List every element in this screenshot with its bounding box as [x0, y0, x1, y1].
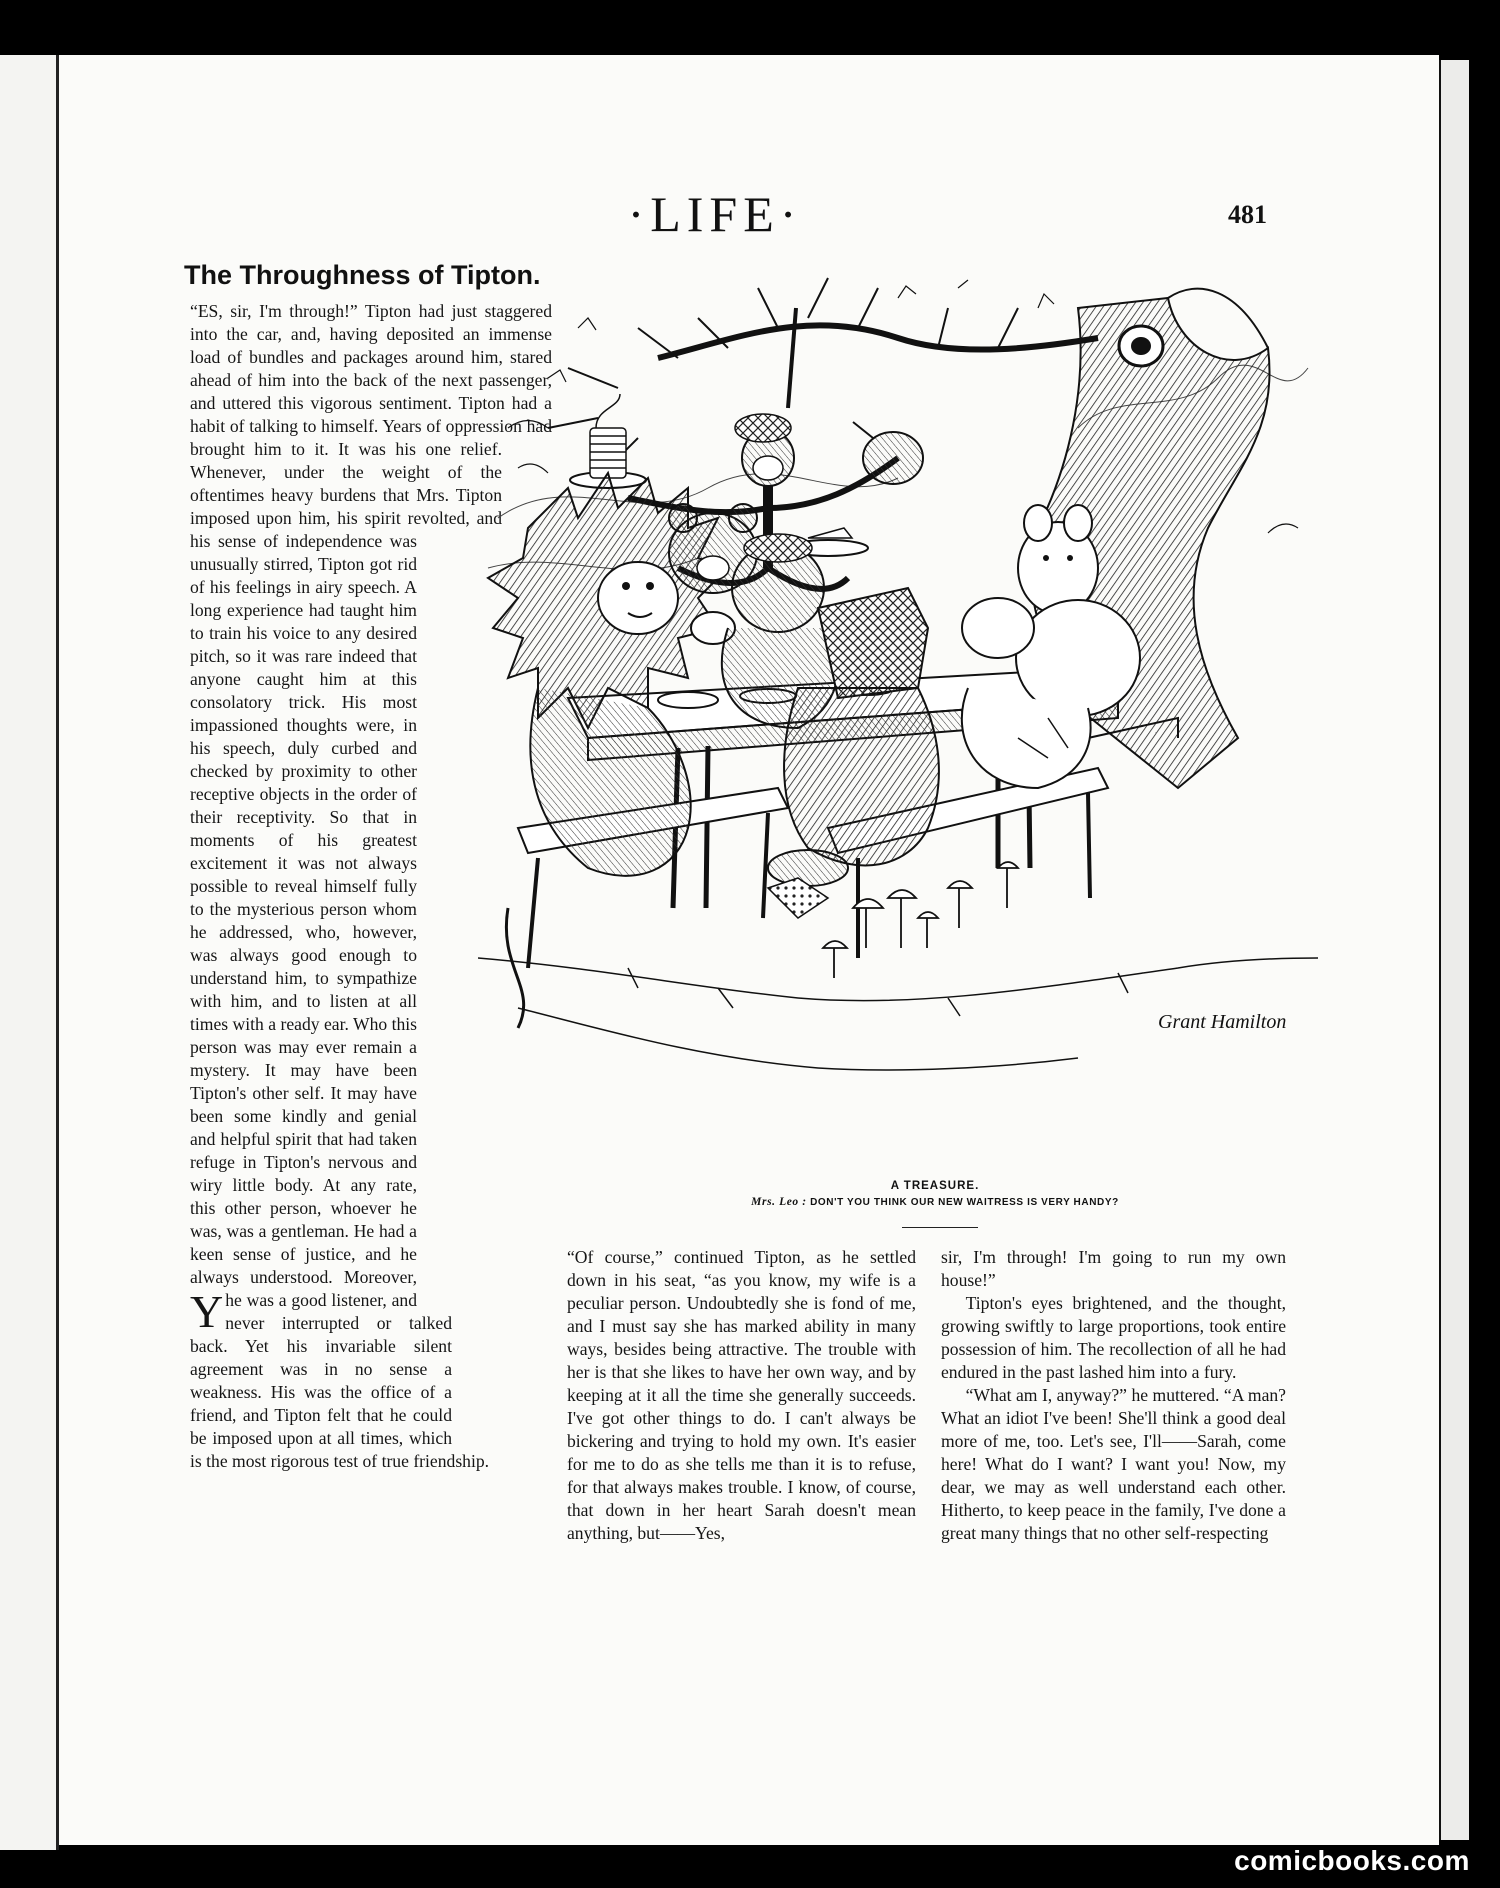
caption-divider	[902, 1227, 978, 1228]
ground	[478, 862, 1318, 1070]
page-number: 481	[1228, 200, 1267, 229]
article-column-3	[941, 1246, 1286, 1545]
caption-title: A TREASURE.	[890, 1180, 980, 1192]
cartoon-illustration	[478, 268, 1318, 1148]
caption-line	[650, 1196, 1220, 1208]
stack-of-plates	[590, 394, 626, 478]
kettle	[853, 422, 923, 484]
column-3-paragraph-2: Tipton's eyes brightened, and the thought, growing swiftly to large proportions, took entire possession of him. The recollection of all he had endured in the past lashed him into a fury.	[941, 1293, 1286, 1382]
opening-quote: “	[190, 301, 198, 321]
column-3-paragraph-3: “What am I, anyway?” he muttered. “A man? What an idiot I've been! She'll think a good deal more of me, too. Let's see, I'll——Sarah, come here! What do I want? I want you! Now, my dear, we may as well understand each other. Hitherto, to keep peace in the family, I've done a great many things that no other self-respecting	[941, 1385, 1286, 1543]
illustration-caption	[650, 1180, 1220, 1208]
masthead: ·LIFE·	[627, 186, 803, 242]
column-1-text: ES, sir, I'm through!” Tipton had just staggered into the car, and, having deposited an immense load of bundles and packages around him, stared ahead of him into the back of the next passenger, and uttered this vigorous sentiment. Tipton had a habit of talking to himself. Years of oppression had brought him to it. It was his one relief. Whenever, under the weight of the oftentimes heavy burdens that Mrs. Tipton imposed upon him, his spirit revolted, and his sense of independence was unusually stirred, Tipton got rid of his feelings in airy speech. A long experience had taught him to train his voice to any desired pitch, so it was rare indeed that anyone caught him at this consolatory trick. His most impassioned thoughts were, in his speech, duly curbed and checked by proximity to other receptive objects in the order of their receptivity. So that in moments of his greatest excitement it was not always possible to reveal himself fully to the mysterious person whom he addressed, who, however, was always good enough to understand him, to sympathize with him, and to listen at all times with a ready ear. Who this person was may ever remain a mystery. It may have been Tipton's other self. It may have been some kindly and genial and helpful spirit that had taken refuge in Tipton's nervous and wiry little body. At any rate, this other person, whoever he was, was a gentleman. He had a keen sense of justice, and he always understood. Moreover, he was a good listener, and never interrupted or talked back. Yet his invariable silent agreement was in no sense a weakness. His was the office of a friend, and Tipton felt that he could be imposed upon at all times, which is the most rigorous test of true friendship.	[190, 301, 552, 1471]
watermark: comicbooks.com	[1234, 1845, 1470, 1876]
artist-signature: Grant Hamilton	[1158, 1011, 1287, 1033]
drop-cap: Y	[190, 1286, 224, 1337]
column-3-paragraph-1: sir, I'm through! I'm going to run my own house!”	[941, 1247, 1286, 1290]
page-stack-edge	[1439, 60, 1469, 1840]
caption-speaker: Mrs. Leo :	[751, 1196, 807, 1208]
column-2-paragraph: “Of course,” continued Tipton, as he settled down in his seat, “as you know, my wife is a peculiar person. Undoubtedly she is fond of me, and I must say she has marked ability in many ways, besides being attractive. The trouble with her is that she likes to have her own way, and by keeping at it all the time she generally succeeds. I've got other things to do. I can't always be bickering and trying to hold my own. It's easier for me to do as she tells me than it is to refuse, for that always makes trouble. I know, of course, that down in her heart Sarah doesn't mean anything, but——Yes,	[567, 1247, 916, 1543]
mushrooms	[823, 862, 1018, 978]
previous-page-edge	[0, 55, 59, 1850]
article-column-2	[567, 1246, 916, 1545]
article-title: The Throughness of Tipton.	[184, 260, 541, 290]
caption-text: DON'T YOU THINK OUR NEW WAITRESS IS VERY HANDY?	[810, 1197, 1119, 1208]
